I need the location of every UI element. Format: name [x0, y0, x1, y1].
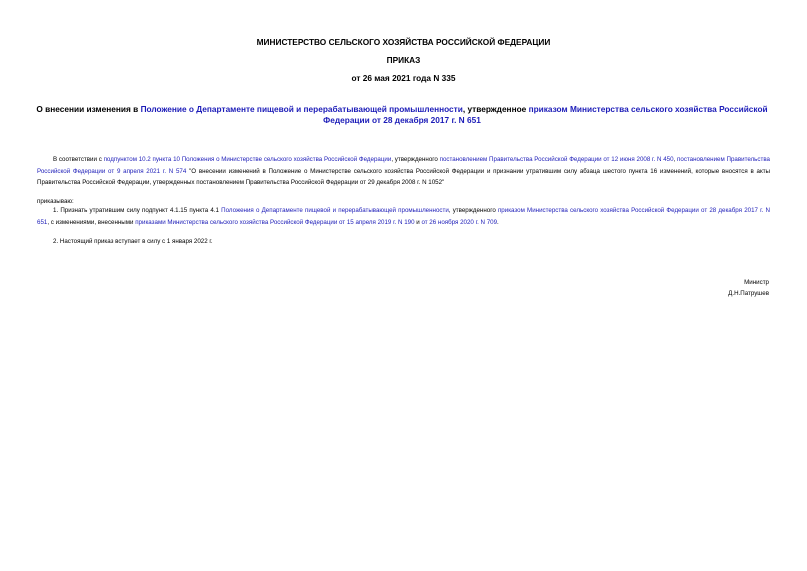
order-word: приказываю:	[37, 198, 74, 205]
link-regulation-department[interactable]: Положения о Департаменте пищевой и перерабатывающей промышленности	[221, 207, 449, 214]
preamble-paragraph	[37, 154, 770, 189]
ministry-title: МИНИСТЕРСТВО СЕЛЬСКОГО ХОЗЯЙСТВА РОССИЙСКОЙ ФЕДЕРАЦИИ	[256, 37, 551, 47]
link-order-709[interactable]: от 26 ноября 2020 г. N 709	[421, 218, 498, 226]
subject-text: , утвержденное	[462, 104, 529, 114]
document-subject	[36, 104, 768, 126]
link-subparagraph-10-2[interactable]: подпунктом 10.2 пункта 10 Положения о Министерстве сельского хозяйства Российской Федерации	[103, 156, 392, 163]
item-1-text: 1. Признать утратившим силу подпункт 4.1.15 пункта 4.1	[53, 207, 222, 214]
item-1-text: , утвержденного	[448, 207, 498, 214]
signature-position: Министр	[744, 279, 769, 286]
preamble-text: "О внесении изменений в Положение о Министерстве сельского хозяйства Российской Федерации и признании утратившим силу абзаца шестого пункта 16 изменений, которые вносятся в акты Правительства Российской Федерации, утвержденных постановлением Правительства Российской Федерации от 29 декабря 2008 г. N 1052"	[37, 167, 770, 186]
document-type: ПРИКАЗ	[386, 55, 421, 65]
item-1-text: , с изменениями, внесенными	[47, 218, 136, 226]
item-1-paragraph	[37, 205, 770, 228]
item-2-paragraph: 2. Настоящий приказ вступает в силу с 1 января 2022 г.	[53, 238, 213, 245]
item-1-text: и	[414, 218, 422, 226]
link-order-651[interactable]: приказом Министерства сельского хозяйства Российской Федерации от 28 декабря 2017 г. N 651	[37, 207, 771, 226]
link-resolution-574[interactable]: постановлением Правительства Российской Федерации от 9 апреля 2021 г. N 574	[37, 156, 770, 175]
subject-text: О внесении изменения в	[36, 104, 141, 114]
item-1-text: .	[497, 218, 499, 226]
subject-link-regulation[interactable]: Положение о Департаменте пищевой и перерабатывающей промышленности	[140, 104, 463, 114]
preamble-text: ,	[673, 156, 678, 163]
document-date-number: от 26 мая 2021 года N 335	[351, 73, 456, 83]
link-order-190[interactable]: приказами Министерства сельского хозяйства Российской Федерации от 15 апреля 2019 г. N 190	[135, 218, 415, 226]
link-resolution-450[interactable]: постановлением Правительства Российской Федерации от 12 июня 2008 г. N 450	[439, 156, 674, 163]
subject-link-order-651[interactable]: приказом Министерства сельского хозяйства Российской Федерации от 28 декабря 2017 г. N 651	[323, 104, 768, 125]
signature-name: Д.Н.Патрушев	[728, 290, 769, 297]
preamble-text: В соответствии с	[53, 156, 104, 163]
preamble-text: , утвержденного	[391, 156, 440, 163]
